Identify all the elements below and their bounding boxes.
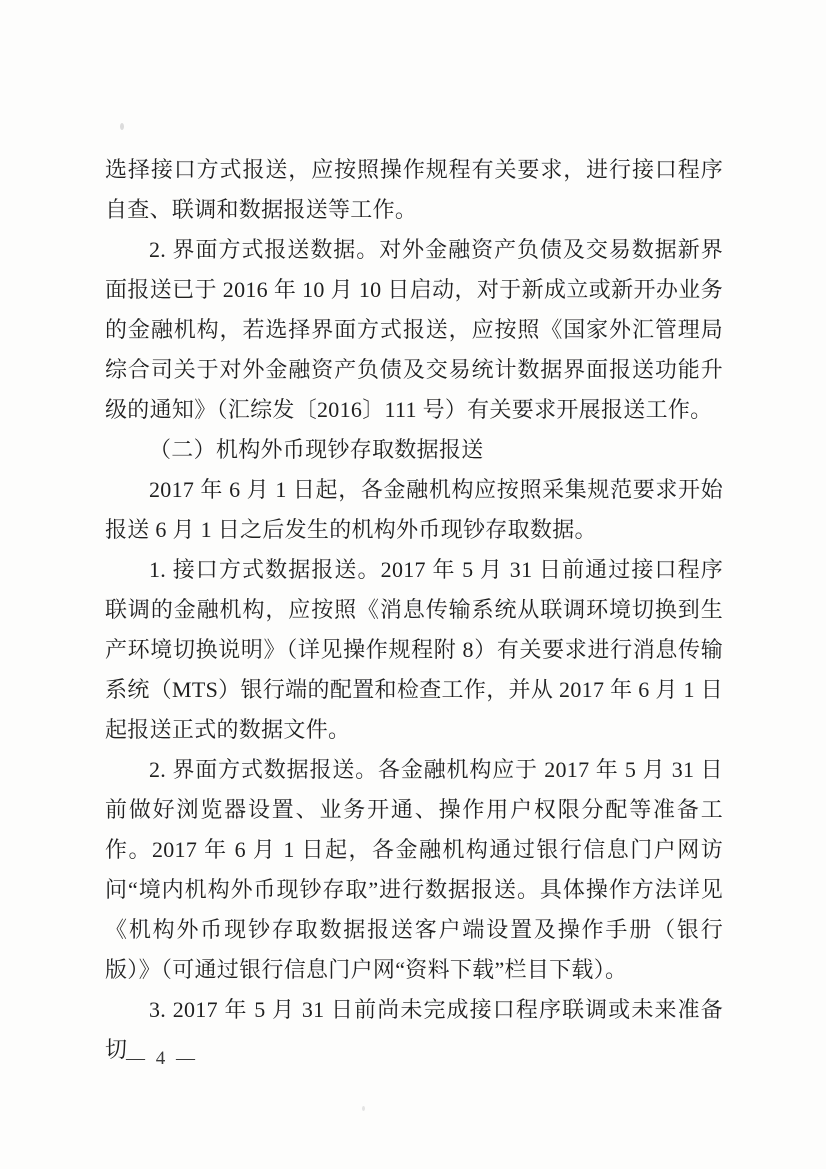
paragraph-continuation: 选择接口方式报送，应按照操作规程有关要求，进行接口程序自查、联调和数据报送等工作。 [105,157,723,222]
paragraph-ui-data-reporting: 2. 界面方式数据报送。各金融机构应于 2017 年 5 月 31 日前做好浏览器设置、业务开通、操作用户权限分配等准备工作。2017 年 6 月 1 日起，各金融机构通过银行信息门户网访问“境内机构外币现钞存取”进行数据报送。具体操作方法详见《机构外币现钞存取数据报送客户端设置及操作手册（银行版）》（可通过银行信息门户网“资料下载”栏目下载）。 [105,757,723,982]
page-number: — 4 — [126,1048,198,1069]
paragraph-api-data-reporting: 1. 接口方式数据报送。2017 年 5 月 31 日前通过接口程序联调的金融机构，应按照《消息传输系统从联调环境切换到生产环境切换说明》（详见操作规程附 8）有关要求进行消息传输系统（MTS）银行端的配置和检查工作，并从 2017 年 6 月 1 日起报送正式的数据文件。 [105,557,723,742]
scan-speckle-top [120,123,124,130]
paragraph-interface-reporting: 2. 界面方式报送数据。对外金融资产负债及交易数据新界面报送已于 2016 年 10 月 10 日启动，对于新成立或新开办业务的金融机构，若选择界面方式报送，应按照《国家外汇管理局综合司关于对外金融资产负债及交易统计数据界面报送功能升级的通知》（汇综发〔2016〕111 号）有关要求开展报送工作。 [105,237,723,422]
scan-speckle-bottom [362,1106,365,1111]
paragraph-cash-data-start: 2017 年 6 月 1 日起，各金融机构应按照采集规范要求开始报送 6 月 1 日之后发生的机构外币现钞存取数据。 [105,477,723,542]
section-heading-2: （二）机构外币现钞存取数据报送 [149,437,484,462]
paragraph-item-3-partial: 3. 2017 年 5 月 31 日前尚未完成接口程序联调或未来准备切 [105,997,723,1062]
document-body [105,150,723,1070]
